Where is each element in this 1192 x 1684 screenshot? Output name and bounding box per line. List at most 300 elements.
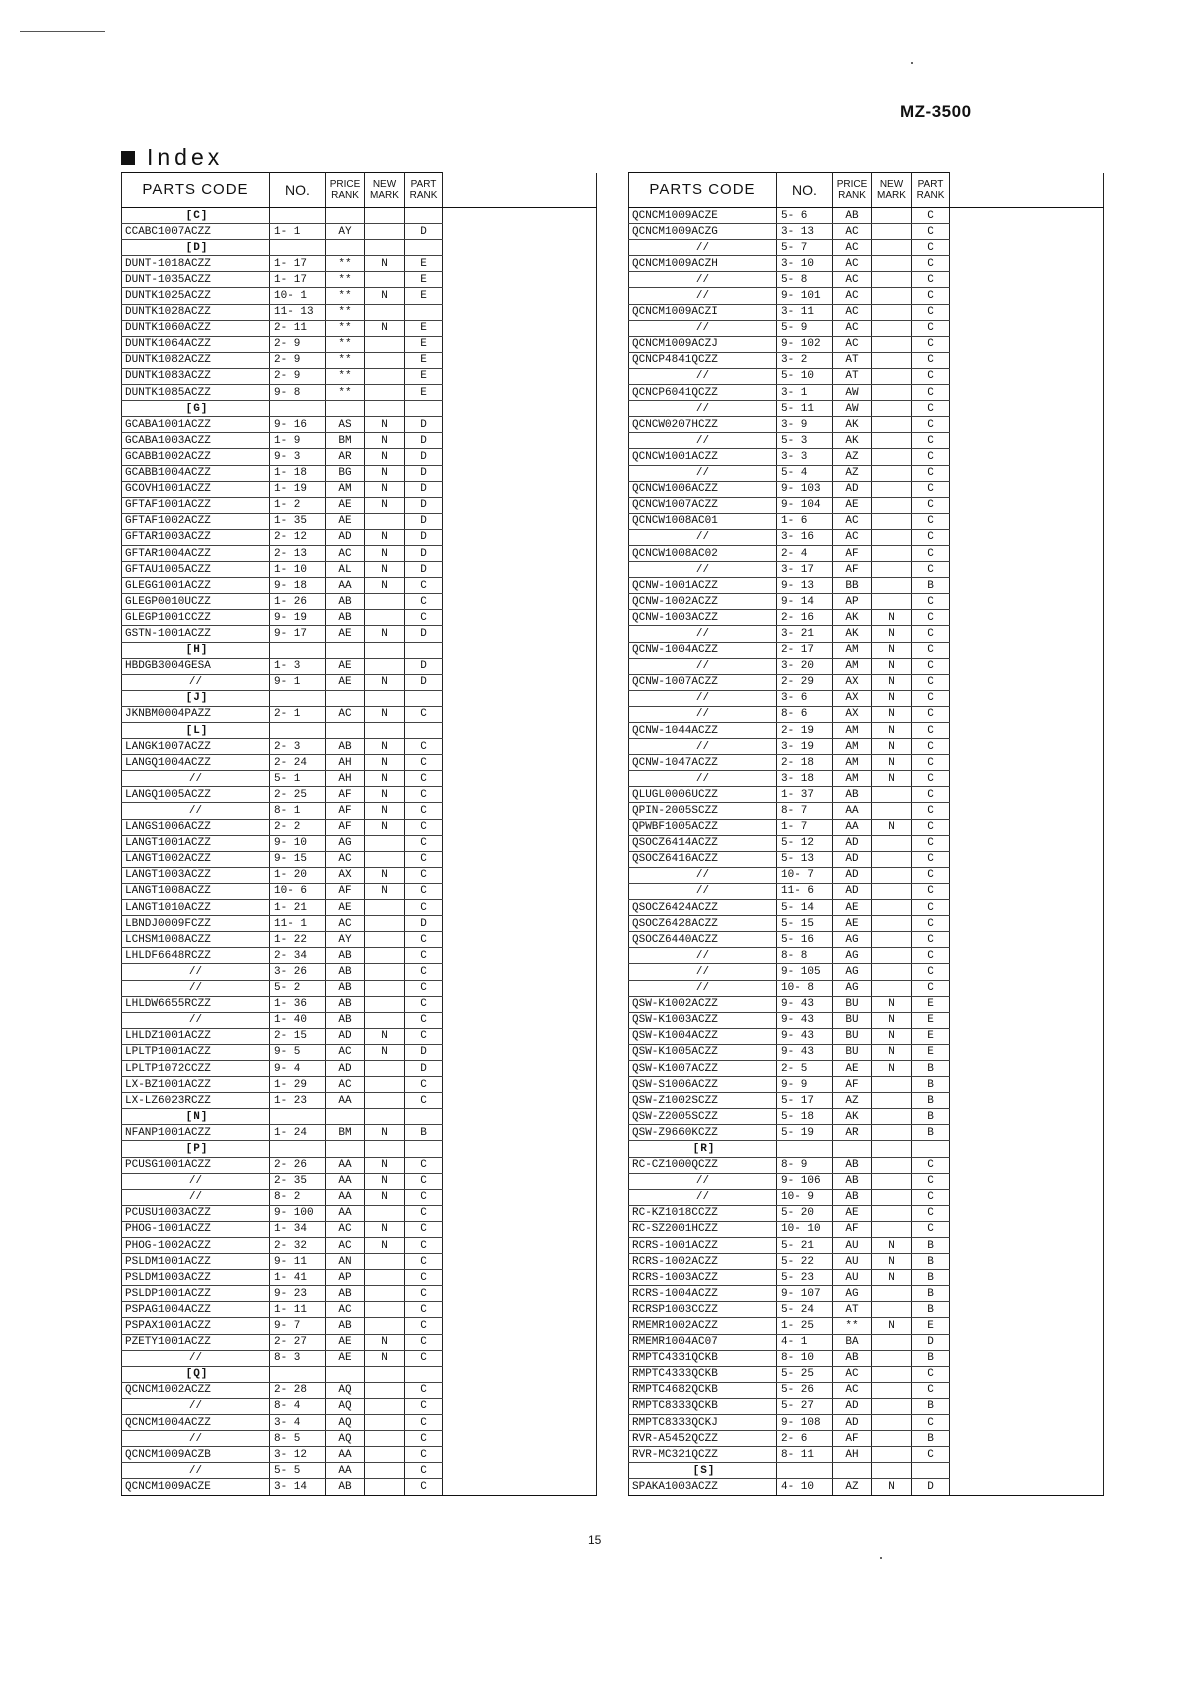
parts-code-cell: // xyxy=(629,1173,777,1189)
table-row xyxy=(122,1093,597,1109)
blank-column-cell xyxy=(443,529,597,545)
price-rank-cell: BU xyxy=(833,1044,872,1060)
no-cell: 2- 13 xyxy=(270,545,326,561)
parts-code-cell: // xyxy=(122,980,270,996)
table-row xyxy=(629,578,1104,594)
part-rank-cell: D xyxy=(405,545,443,561)
new-mark-cell xyxy=(872,1382,912,1398)
no-cell: 5- 4 xyxy=(777,465,833,481)
part-rank-cell: D xyxy=(405,513,443,529)
blank-column-cell xyxy=(950,1382,1104,1398)
blank-column-cell xyxy=(950,658,1104,674)
no-cell: 3- 2 xyxy=(777,352,833,368)
new-mark-cell xyxy=(365,401,405,417)
blank-column-cell xyxy=(950,803,1104,819)
price-rank-cell: AC xyxy=(833,240,872,256)
parts-code-cell: // xyxy=(629,690,777,706)
price-rank-cell: AX xyxy=(833,706,872,722)
no-cell: 2- 11 xyxy=(270,320,326,336)
part-rank-cell: D xyxy=(405,1060,443,1076)
no-cell: 9- 106 xyxy=(777,1173,833,1189)
no-cell: 2- 9 xyxy=(270,352,326,368)
no-cell: 5- 11 xyxy=(777,401,833,417)
table-row xyxy=(122,545,597,561)
parts-code-cell: QCNCM1009ACZE xyxy=(629,208,777,224)
new-mark-cell: N xyxy=(365,433,405,449)
bullet-square-icon xyxy=(121,151,135,165)
blank-column-cell xyxy=(443,1318,597,1334)
table-row xyxy=(629,1350,1104,1366)
parts-code-cell: GFTAU1005ACZZ xyxy=(122,562,270,578)
price-rank-cell xyxy=(833,1141,872,1157)
no-cell: 1- 6 xyxy=(777,513,833,529)
parts-code-cell: // xyxy=(629,964,777,980)
no-cell: 3- 12 xyxy=(270,1447,326,1463)
price-rank-cell: AB xyxy=(833,1350,872,1366)
part-rank-cell: C xyxy=(912,787,950,803)
part-rank-cell: C xyxy=(405,594,443,610)
new-mark-cell xyxy=(365,240,405,256)
price-rank-cell: AE xyxy=(326,658,365,674)
part-rank-cell: C xyxy=(912,626,950,642)
new-mark-cell xyxy=(872,1173,912,1189)
blank-column-cell xyxy=(443,658,597,674)
parts-code-cell: // xyxy=(629,948,777,964)
no-cell: 5- 24 xyxy=(777,1302,833,1318)
new-mark-cell xyxy=(365,610,405,626)
price-rank-cell: AC xyxy=(833,304,872,320)
part-rank-cell: B xyxy=(912,1238,950,1254)
parts-code-cell: CCABC1007ACZZ xyxy=(122,224,270,240)
table-row xyxy=(629,1173,1104,1189)
no-cell: 2- 17 xyxy=(777,642,833,658)
blank-column-cell xyxy=(443,594,597,610)
price-rank-cell: AH xyxy=(326,755,365,771)
new-mark-cell xyxy=(872,1093,912,1109)
parts-code-cell: // xyxy=(629,562,777,578)
new-mark-cell xyxy=(365,723,405,739)
price-rank-cell: AD xyxy=(833,1398,872,1414)
part-rank-cell: C xyxy=(405,835,443,851)
part-rank-cell xyxy=(405,1366,443,1382)
price-rank-cell: AD xyxy=(833,883,872,899)
new-mark-cell xyxy=(365,851,405,867)
new-mark-cell xyxy=(365,1382,405,1398)
parts-code-cell: RC-SZ2001HCZZ xyxy=(629,1221,777,1237)
no-cell: 11- 13 xyxy=(270,304,326,320)
price-rank-cell: BU xyxy=(833,1028,872,1044)
new-mark-cell xyxy=(872,787,912,803)
blank-column-cell xyxy=(950,883,1104,899)
price-rank-cell: ** xyxy=(326,385,365,401)
table-row xyxy=(122,1382,597,1398)
parts-code-cell: QCNCW1008AC01 xyxy=(629,513,777,529)
blank-column-cell xyxy=(950,1157,1104,1173)
price-rank-cell xyxy=(326,1141,365,1157)
parts-code-cell: // xyxy=(122,1350,270,1366)
blank-column-cell xyxy=(443,497,597,513)
parts-code-cell: QSW-S1006ACZZ xyxy=(629,1077,777,1093)
parts-code-cell: QCNW-1001ACZZ xyxy=(629,578,777,594)
parts-code-cell: // xyxy=(629,706,777,722)
page-title xyxy=(121,144,223,171)
parts-code-cell: PSLDP1001ACZZ xyxy=(122,1286,270,1302)
table-row xyxy=(629,417,1104,433)
new-mark-cell xyxy=(872,497,912,513)
new-mark-cell: N xyxy=(365,626,405,642)
new-mark-cell: N xyxy=(872,1270,912,1286)
parts-code-cell: RMPTC4333QCKB xyxy=(629,1366,777,1382)
blank-column-cell xyxy=(950,932,1104,948)
no-cell: 5- 19 xyxy=(777,1125,833,1141)
new-mark-cell: N xyxy=(365,1173,405,1189)
no-cell: 9- 43 xyxy=(777,996,833,1012)
new-mark-cell: N xyxy=(872,996,912,1012)
blank-column-cell xyxy=(950,304,1104,320)
blank-column-cell xyxy=(443,771,597,787)
price-rank-cell: AM xyxy=(326,481,365,497)
new-mark-cell xyxy=(365,1318,405,1334)
price-rank-cell: AG xyxy=(833,980,872,996)
table-row xyxy=(122,1286,597,1302)
price-rank-cell: AB xyxy=(326,964,365,980)
no-cell: 2- 15 xyxy=(270,1028,326,1044)
table-row xyxy=(629,819,1104,835)
no-cell: 2- 1 xyxy=(270,706,326,722)
new-mark-cell xyxy=(365,690,405,706)
table-row xyxy=(629,320,1104,336)
parts-code-cell: // xyxy=(122,1398,270,1414)
header-part-rank: PART RANK xyxy=(405,173,443,208)
table-row xyxy=(629,851,1104,867)
part-rank-cell: C xyxy=(912,932,950,948)
price-rank-cell: AE xyxy=(833,1060,872,1076)
no-cell: 8- 1 xyxy=(270,803,326,819)
table-row xyxy=(629,481,1104,497)
no-cell: 9- 13 xyxy=(777,578,833,594)
new-mark-cell xyxy=(365,304,405,320)
part-rank-cell: E xyxy=(405,256,443,272)
blank-column-cell xyxy=(950,545,1104,561)
part-rank-cell: C xyxy=(912,385,950,401)
no-cell xyxy=(270,1109,326,1125)
new-mark-cell xyxy=(872,1141,912,1157)
new-mark-cell xyxy=(872,867,912,883)
no-cell xyxy=(270,690,326,706)
part-rank-cell: C xyxy=(405,610,443,626)
part-rank-cell: D xyxy=(405,916,443,932)
blank-column-cell xyxy=(443,948,597,964)
part-rank-cell: C xyxy=(405,1028,443,1044)
table-row xyxy=(122,433,597,449)
price-rank-cell: AT xyxy=(833,1302,872,1318)
blank-column-cell xyxy=(443,465,597,481)
blank-column-cell xyxy=(950,1205,1104,1221)
no-cell: 2- 2 xyxy=(270,819,326,835)
part-rank-cell: C xyxy=(912,562,950,578)
part-rank-cell xyxy=(912,1141,950,1157)
table-row xyxy=(629,336,1104,352)
table-row xyxy=(629,883,1104,899)
part-rank-cell: C xyxy=(405,1093,443,1109)
price-rank-cell xyxy=(833,1463,872,1479)
parts-code-cell: DUNTK1085ACZZ xyxy=(122,385,270,401)
header-parts-code: PARTS CODE xyxy=(629,173,777,208)
new-mark-cell: N xyxy=(365,1044,405,1060)
no-cell: 3- 18 xyxy=(777,771,833,787)
price-rank-cell: BG xyxy=(326,465,365,481)
part-rank-cell: B xyxy=(405,1125,443,1141)
parts-code-cell: LANGS1006ACZZ xyxy=(122,819,270,835)
new-mark-cell: N xyxy=(872,739,912,755)
price-rank-cell: ** xyxy=(326,368,365,384)
blank-column-cell xyxy=(443,1077,597,1093)
table-row xyxy=(629,208,1104,224)
new-mark-cell xyxy=(872,980,912,996)
price-rank-cell: AY xyxy=(326,932,365,948)
parts-code-cell: QCNCM1009ACZG xyxy=(629,224,777,240)
table-row xyxy=(122,336,597,352)
blank-column-cell xyxy=(950,1415,1104,1431)
no-cell: 1- 10 xyxy=(270,562,326,578)
price-rank-cell: AF xyxy=(326,787,365,803)
part-rank-cell: C xyxy=(405,739,443,755)
table-row xyxy=(629,835,1104,851)
table-row xyxy=(629,1028,1104,1044)
price-rank-cell: AF xyxy=(833,1431,872,1447)
table-row xyxy=(629,900,1104,916)
no-cell: 9- 9 xyxy=(777,1077,833,1093)
blank-column-cell xyxy=(443,867,597,883)
new-mark-cell: N xyxy=(365,706,405,722)
price-rank-cell: AG xyxy=(833,948,872,964)
parts-code-cell: GFTAF1001ACZZ xyxy=(122,497,270,513)
parts-code-cell: QCNCW1006ACZZ xyxy=(629,481,777,497)
blank-column-cell xyxy=(950,1350,1104,1366)
blank-column-cell xyxy=(950,1028,1104,1044)
part-rank-cell: C xyxy=(912,900,950,916)
parts-code-cell: LHLDZ1001ACZZ xyxy=(122,1028,270,1044)
new-mark-cell xyxy=(872,320,912,336)
new-mark-cell xyxy=(872,336,912,352)
blank-column-cell xyxy=(443,980,597,996)
parts-code-cell: QCNCM1004ACZZ xyxy=(122,1415,270,1431)
section-header-row xyxy=(122,1366,597,1382)
new-mark-cell xyxy=(872,916,912,932)
table-row xyxy=(122,1028,597,1044)
price-rank-cell: AM xyxy=(833,658,872,674)
part-rank-cell: C xyxy=(405,1077,443,1093)
no-cell: 10- 7 xyxy=(777,867,833,883)
blank-column-cell xyxy=(950,1109,1104,1125)
new-mark-cell: N xyxy=(872,1479,912,1495)
blank-column-cell xyxy=(443,1479,597,1495)
no-cell: 2- 35 xyxy=(270,1173,326,1189)
blank-column-cell xyxy=(950,288,1104,304)
no-cell: 1- 36 xyxy=(270,996,326,1012)
table-row xyxy=(629,867,1104,883)
blank-column-cell xyxy=(443,1141,597,1157)
parts-code-cell: [J] xyxy=(122,690,270,706)
part-rank-cell: D xyxy=(405,529,443,545)
part-rank-cell: C xyxy=(405,1173,443,1189)
no-cell: 11- 6 xyxy=(777,883,833,899)
no-cell: 9- 108 xyxy=(777,1415,833,1431)
blank-column-cell xyxy=(443,932,597,948)
table-row xyxy=(122,964,597,980)
part-rank-cell: C xyxy=(912,1415,950,1431)
part-rank-cell: C xyxy=(912,449,950,465)
price-rank-cell: AA xyxy=(326,1205,365,1221)
new-mark-cell xyxy=(872,481,912,497)
no-cell: 2- 16 xyxy=(777,610,833,626)
price-rank-cell: AF xyxy=(833,545,872,561)
no-cell: 2- 4 xyxy=(777,545,833,561)
blank-column-cell xyxy=(950,690,1104,706)
price-rank-cell: AA xyxy=(326,1189,365,1205)
table-row xyxy=(122,1398,597,1414)
parts-code-cell: LANGQ1005ACZZ xyxy=(122,787,270,803)
no-cell: 3- 1 xyxy=(777,385,833,401)
new-mark-cell: N xyxy=(365,787,405,803)
new-mark-cell xyxy=(872,1366,912,1382)
parts-code-cell: RCRS-1001ACZZ xyxy=(629,1238,777,1254)
part-rank-cell: D xyxy=(405,417,443,433)
part-rank-cell: C xyxy=(405,1205,443,1221)
part-rank-cell: E xyxy=(912,1044,950,1060)
parts-code-cell: // xyxy=(629,401,777,417)
new-mark-cell xyxy=(872,433,912,449)
table-row xyxy=(122,771,597,787)
blank-column-cell xyxy=(443,819,597,835)
part-rank-cell xyxy=(405,690,443,706)
part-rank-cell: C xyxy=(912,610,950,626)
new-mark-cell xyxy=(365,900,405,916)
new-mark-cell xyxy=(365,1286,405,1302)
blank-column-cell xyxy=(443,1415,597,1431)
part-rank-cell: C xyxy=(405,755,443,771)
blank-column-cell xyxy=(443,1366,597,1382)
no-cell: 9- 3 xyxy=(270,449,326,465)
blank-column-cell xyxy=(950,835,1104,851)
price-rank-cell: AB xyxy=(326,610,365,626)
no-cell: 5- 10 xyxy=(777,368,833,384)
page-number: 15 xyxy=(588,1533,602,1547)
part-rank-cell: C xyxy=(405,1447,443,1463)
part-rank-cell: D xyxy=(405,449,443,465)
price-rank-cell: ** xyxy=(326,336,365,352)
table-row xyxy=(122,1044,597,1060)
price-rank-cell: AC xyxy=(326,916,365,932)
blank-column-cell xyxy=(950,320,1104,336)
blank-column-cell xyxy=(443,1044,597,1060)
table-row xyxy=(629,1125,1104,1141)
price-rank-cell: BA xyxy=(833,1334,872,1350)
parts-code-cell: QSW-K1003ACZZ xyxy=(629,1012,777,1028)
blank-column-cell xyxy=(443,706,597,722)
no-cell: 5- 12 xyxy=(777,835,833,851)
table-row xyxy=(629,240,1104,256)
price-rank-cell: AC xyxy=(833,288,872,304)
parts-code-cell: LX-LZ6023RCZZ xyxy=(122,1093,270,1109)
blank-column-cell xyxy=(443,883,597,899)
parts-code-cell: PSPAG1004ACZZ xyxy=(122,1302,270,1318)
parts-code-cell: // xyxy=(629,529,777,545)
table-row xyxy=(629,256,1104,272)
price-rank-cell: AR xyxy=(326,449,365,465)
new-mark-cell: N xyxy=(872,819,912,835)
price-rank-cell: BM xyxy=(326,1125,365,1141)
part-rank-cell: C xyxy=(912,964,950,980)
blank-column-cell xyxy=(443,626,597,642)
new-mark-cell xyxy=(872,932,912,948)
new-mark-cell xyxy=(872,578,912,594)
table-row xyxy=(122,272,597,288)
parts-code-cell: LANGT1001ACZZ xyxy=(122,835,270,851)
price-rank-cell: AF xyxy=(326,803,365,819)
price-rank-cell: AC xyxy=(833,256,872,272)
part-rank-cell: C xyxy=(405,1431,443,1447)
parts-code-cell: QSOCZ6424ACZZ xyxy=(629,900,777,916)
parts-code-cell: QPIN-2005SCZZ xyxy=(629,803,777,819)
price-rank-cell xyxy=(326,1109,365,1125)
index-heading: Index xyxy=(147,144,224,170)
blank-column-cell xyxy=(950,529,1104,545)
no-cell: 3- 20 xyxy=(777,658,833,674)
table-row xyxy=(629,433,1104,449)
part-rank-cell: E xyxy=(912,996,950,1012)
new-mark-cell xyxy=(365,272,405,288)
blank-column-cell xyxy=(950,948,1104,964)
blank-column-cell xyxy=(443,401,597,417)
part-rank-cell: C xyxy=(405,996,443,1012)
table-row xyxy=(122,1189,597,1205)
new-mark-cell: N xyxy=(365,1238,405,1254)
no-cell: 1- 17 xyxy=(270,272,326,288)
no-cell: 5- 1 xyxy=(270,771,326,787)
price-rank-cell: AA xyxy=(833,819,872,835)
price-rank-cell: AH xyxy=(833,1447,872,1463)
no-cell: 5- 23 xyxy=(777,1270,833,1286)
parts-code-cell: PSLDM1001ACZZ xyxy=(122,1254,270,1270)
part-rank-cell: C xyxy=(912,883,950,899)
blank-column-cell xyxy=(443,513,597,529)
parts-code-cell: RMPTC8333QCKJ xyxy=(629,1415,777,1431)
part-rank-cell: D xyxy=(405,433,443,449)
table-row xyxy=(629,594,1104,610)
new-mark-cell: N xyxy=(872,706,912,722)
new-mark-cell: N xyxy=(365,288,405,304)
new-mark-cell: N xyxy=(365,739,405,755)
price-rank-cell: AZ xyxy=(833,465,872,481)
blank-column xyxy=(950,173,1104,208)
table-row xyxy=(122,900,597,916)
new-mark-cell xyxy=(365,1302,405,1318)
blank-column-cell xyxy=(443,240,597,256)
table-row xyxy=(122,835,597,851)
no-cell: 5- 5 xyxy=(270,1463,326,1479)
no-cell xyxy=(270,208,326,224)
price-rank-cell: AM xyxy=(833,723,872,739)
table-row xyxy=(629,803,1104,819)
price-rank-cell: AB xyxy=(833,1189,872,1205)
price-rank-cell: AB xyxy=(833,208,872,224)
no-cell: 1- 41 xyxy=(270,1270,326,1286)
price-rank-cell: AK xyxy=(833,433,872,449)
parts-code-cell: // xyxy=(629,1189,777,1205)
blank-column-cell xyxy=(950,562,1104,578)
table-row xyxy=(122,867,597,883)
